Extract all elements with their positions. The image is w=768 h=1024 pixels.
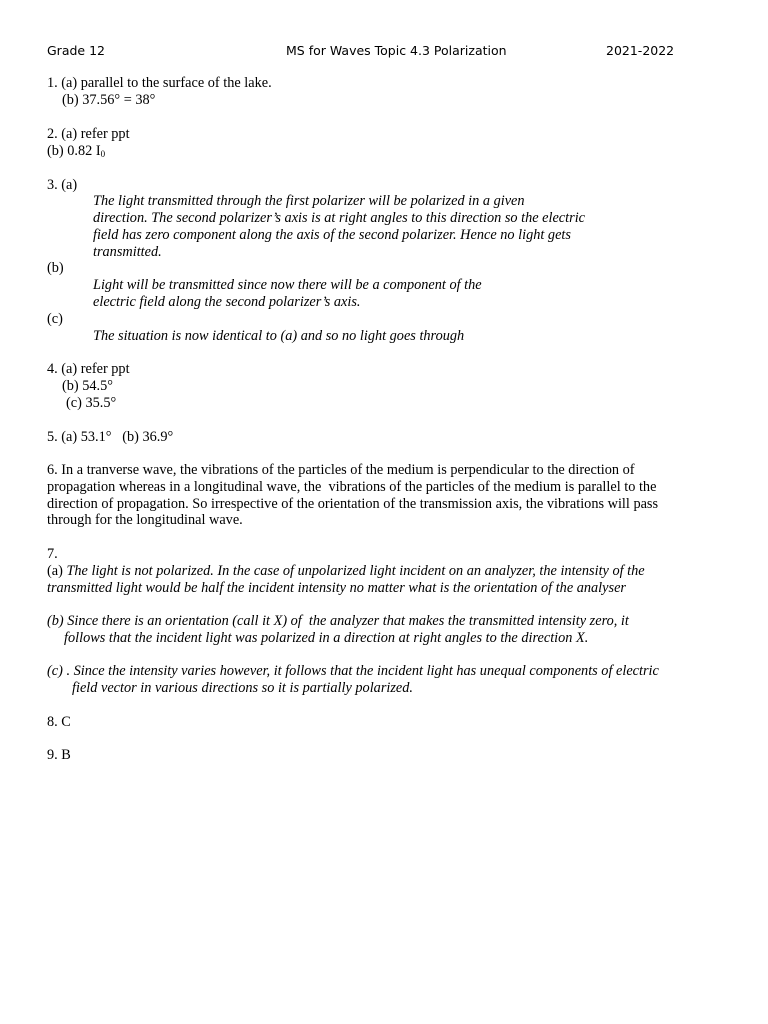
q4-part-a: 4. (a) refer ppt <box>47 361 130 377</box>
q7-part-a-label: (a) <box>47 563 67 579</box>
q7-number: 7. <box>47 546 58 562</box>
q8-answer: 8. C <box>47 714 71 730</box>
header-year: 2021-2022 <box>606 43 675 58</box>
q3-part-c-label: (c) <box>47 311 63 327</box>
q3-part-a-label: 3. (a) <box>47 177 78 193</box>
q2-part-a: 2. (a) refer ppt <box>47 126 130 142</box>
q3-part-a-line-2: direction. The second polarizer’s axis is at right angles to this direction so the electric <box>93 210 586 226</box>
q3-part-b-label: (b) <box>47 260 64 276</box>
q3-part-a-line-3: field has zero component along the axis of the second polarizer. Hence no light gets <box>93 227 571 243</box>
q7-part-c-line-2: field vector in various directions so it is partially polarized. <box>72 680 413 696</box>
q7-part-b-line-2: follows that the incident light was polarized in a direction at right angles to the direction X. <box>64 630 589 646</box>
q7-part-a-text-1: The light is not polarized. In the case of unpolarized light incident on an analyzer, the intensity of the <box>66 563 645 579</box>
q6-line-3: direction of propagation. So irrespective of the orientation of the transmission axis, the vibrations will pass <box>47 496 659 512</box>
q7-part-a-line-2: transmitted light would be half the incident intensity no matter what is the orientation of the analyser <box>47 580 626 596</box>
q3-part-b-line-2: electric field along the second polarizer’s axis. <box>93 294 361 310</box>
q1-part-a: 1. (a) parallel to the surface of the lake. <box>47 75 272 91</box>
q6-line-2: propagation whereas in a longitudinal wave, the vibrations of the particles of the medium is parallel to the <box>47 479 657 495</box>
q7-part-c-line-1: (c) . Since the intensity varies however, it follows that the incident light has unequal components of electric <box>47 663 659 679</box>
q6-line-4: through for the longitudinal wave. <box>47 512 243 528</box>
q3-part-a-line-4: transmitted. <box>93 244 162 260</box>
q6-line-1: 6. In a tranverse wave, the vibrations of the particles of the medium is perpendicular to the direction of <box>47 462 635 478</box>
q9-answer: 9. B <box>47 747 71 763</box>
q3-part-c-line: The situation is now identical to (a) and so no light goes through <box>93 328 465 344</box>
header-grade: Grade 12 <box>47 43 105 58</box>
q1-part-b: (b) 37.56° = 38° <box>62 92 156 108</box>
q5-answer: 5. (a) 53.1° (b) 36.9° <box>47 429 174 445</box>
q7-part-b-line-1: (b) Since there is an orientation (call it X) of the analyzer that makes the transmitted intensity zero, it <box>47 613 629 629</box>
q2-part-b <box>47 143 105 162</box>
q7-part-a-line-1 <box>47 563 645 579</box>
q2-part-b-text: (b) 0.82 I <box>47 143 101 159</box>
q3-part-a-line-1: The light transmitted through the first polarizer will be polarized in a given <box>93 193 525 209</box>
q4-part-b: (b) 54.5° <box>62 378 113 394</box>
q2-part-b-subscript: 0 <box>100 149 106 159</box>
q3-part-b-line-1: Light will be transmitted since now there will be a component of the <box>93 277 482 293</box>
header-title: MS for Waves Topic 4.3 Polarization <box>286 43 507 58</box>
q4-part-c: (c) 35.5° <box>66 395 117 411</box>
